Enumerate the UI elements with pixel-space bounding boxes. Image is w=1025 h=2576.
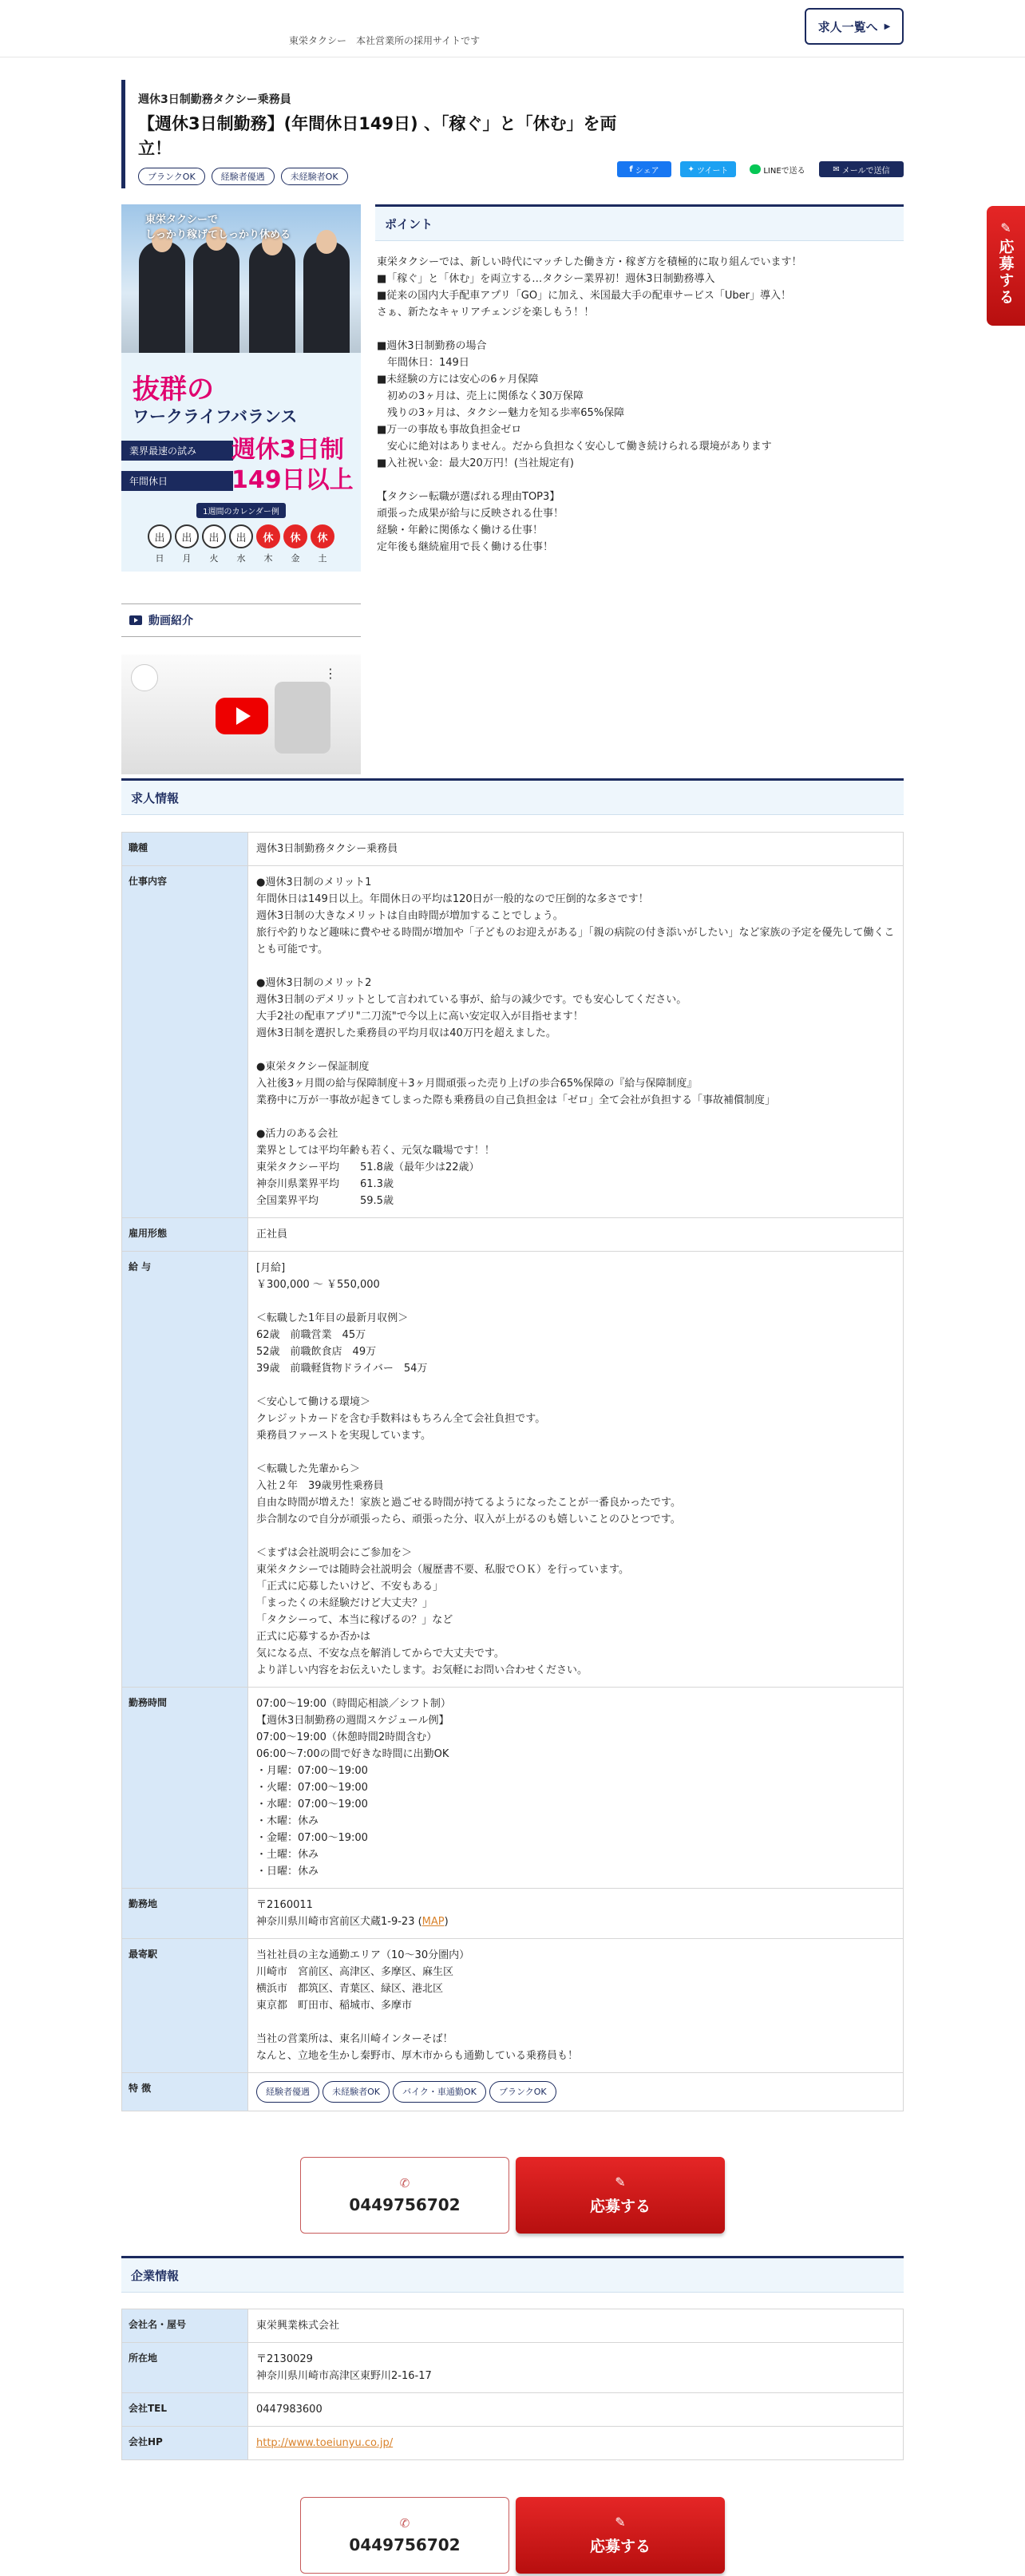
workplace-address-tail: ) bbox=[444, 1916, 449, 1928]
table-row bbox=[122, 2393, 904, 2427]
tag-pill: 未経験者OK bbox=[323, 2081, 390, 2103]
row-value bbox=[248, 1889, 904, 1939]
phone-number: 0449756702 bbox=[349, 2535, 461, 2554]
side-apply-button[interactable] bbox=[987, 206, 1025, 326]
row-label: 職種 bbox=[122, 833, 248, 866]
job-info-section bbox=[121, 778, 904, 815]
mail-icon: ✉ bbox=[833, 164, 840, 174]
apply-label: 応募する bbox=[589, 2538, 651, 2555]
day-label: 土 bbox=[318, 553, 327, 564]
banner-caption: 東栄タクシーで しっかり稼げてしっかり休める bbox=[145, 214, 291, 241]
row-label: 会社名・屋号 bbox=[122, 2309, 248, 2343]
table-row bbox=[122, 833, 904, 866]
day-label: 日 bbox=[155, 553, 164, 564]
banner-label-1: 業界最速の試み bbox=[121, 441, 233, 461]
banner-highlight-1: 週休3日制 bbox=[232, 436, 344, 464]
tag-pill: 経験者優遇 bbox=[212, 168, 275, 185]
row-value: 0447983600 bbox=[248, 2393, 904, 2427]
row-label: 仕事内容 bbox=[122, 866, 248, 1218]
table-row bbox=[122, 2309, 904, 2343]
row-label: 勤務地 bbox=[122, 1889, 248, 1939]
phone-icon: ✆ bbox=[399, 2516, 410, 2530]
line-share-label: LINEで送る bbox=[763, 166, 805, 176]
tag-pill: ブランクOK bbox=[138, 168, 205, 185]
row-value: [月給] ￥300,000 〜 ￥550,000 ＜転職した1年目の最新月収例＞ 62歳 前職営業 45万 52歳 前職飲食店 49万 39歳 前職軽貨物ドライバー 54万 ＜安心して働ける環境＞ クレジットカードを含む手数料はもちろん全て会社負担です。 乗務員ファーストを実現しています。 ＜転職した先輩から＞ 入社２年 39歳男性乗務員 自由な時間が増えた！家族と過ごせる時間が持てるようになったことが一番良かったです。 歩合制なので自分が頑張ったら、頑張った分、収入が上がるのも嬉しいことのひとつです。 ＜まずは会社説明会にご参加を＞ 東栄タクシーでは随時会社説明会（履歴書不要、私服でＯＫ）を行っています。 「正式に応募したいけど、不安もある」 「まったくの未経験だけど大丈夫？」 「タクシーって、本当に稼げるの？」など 正式に応募するか否かは 気になる点、不安な点を解消してからで大丈夫です。 より詳しい内容をお伝えいたします。お気軽にお問い合わせください。 bbox=[248, 1252, 904, 1688]
day-label: 火 bbox=[209, 553, 219, 564]
point-heading: ポイント bbox=[375, 204, 904, 241]
table-row bbox=[122, 2427, 904, 2460]
row-value: ●週休3日制のメリット1 年間休日は149日以上。年間休日の平均は120日が一般的なので圧倒的な多さです！ 週休3日制の大きなメリットは自由時間が増加することでしょう。 旅行や釣りなど趣味に費やせる時間が増加や「子どものお迎えがある」「親の病院の付き添いがしたい」など家族の予定を優先して働くことも可能です。 ●週休3日制のメリット2 週休3日制のデメリットとして言われている事が、給与の減少です。でも安心してください。 大手2社の配車アプリ"二刀流"で今以上に高い安定収入が目指せます！ 週休3日制を選択した乗務員の平均月収は40万円を超えました。 ●東栄タクシー保証制度 入社後3ヶ月間の給与保障制度＋3ヶ月間頑張った売り上げの歩合65%保障の『給与保障制度』 業務中に万が一事故が起きてしまった際も乗務員の自己負担金は「ゼロ」全て会社が負担する「事故補償制度」 ●活力のある会社 業界としては平均年齢も若く、元気な職場です！！ 東栄タクシー平均 51.8歳（最年少は22歳） 神奈川県業界平均 61.3歳 全国業界平均 59.5歳 bbox=[248, 866, 904, 1218]
site-header bbox=[0, 0, 1025, 57]
row-label: 特 徴 bbox=[122, 2073, 248, 2111]
day-mark: 出 bbox=[148, 524, 172, 548]
table-row bbox=[122, 1939, 904, 2073]
feature-tags bbox=[248, 2073, 904, 2111]
job-headline: 【週休3日制勤務】(年間休日149日) 、「稼ぐ」と「休む」を両立！ bbox=[138, 114, 617, 158]
table-row bbox=[122, 1252, 904, 1688]
channel-avatar bbox=[131, 664, 158, 691]
company-hp-link[interactable]: http://www.toeiunyu.co.jp/ bbox=[256, 2437, 394, 2449]
video-thumbnail bbox=[275, 682, 330, 754]
pencil-icon: ✎ bbox=[615, 2174, 626, 2190]
staff-photo bbox=[121, 204, 361, 353]
apply-label: 応募する bbox=[589, 2198, 651, 2215]
phone-button-bottom[interactable] bbox=[300, 2497, 509, 2574]
company-section bbox=[121, 2256, 904, 2293]
apply-button-bottom[interactable] bbox=[516, 2497, 725, 2574]
day-label: 金 bbox=[291, 553, 300, 564]
banner-highlight-2: 149日以上 bbox=[232, 466, 354, 494]
header-tagline: 東栄タクシー 本社営業所の採用サイトです bbox=[289, 35, 481, 46]
row-value: 正社員 bbox=[248, 1218, 904, 1252]
week-calendar bbox=[121, 524, 361, 564]
facebook-icon: f bbox=[629, 164, 633, 174]
calendar-caption: 1週間のカレンダー例 bbox=[196, 503, 286, 518]
twitter-icon: ✦ bbox=[687, 164, 695, 174]
jobs-list-label: 求人一覧へ bbox=[817, 19, 878, 34]
twitter-share-button[interactable] bbox=[680, 161, 736, 177]
row-label: 所在地 bbox=[122, 2343, 248, 2393]
mail-share-label: メールで送信 bbox=[841, 166, 890, 176]
day-mark-off: 休 bbox=[256, 524, 280, 548]
table-row bbox=[122, 1218, 904, 1252]
phone-button[interactable] bbox=[300, 2157, 509, 2234]
company-table bbox=[121, 2309, 904, 2460]
more-options-icon[interactable]: ⋮ bbox=[324, 666, 337, 681]
table-row bbox=[122, 866, 904, 1218]
map-link[interactable]: MAP bbox=[421, 1916, 445, 1928]
point-section bbox=[375, 204, 904, 556]
pencil-icon: ✎ bbox=[1000, 220, 1011, 235]
line-share-button[interactable] bbox=[746, 161, 809, 177]
mail-share-button[interactable] bbox=[819, 161, 904, 177]
job-info-heading: 求人情報 bbox=[121, 778, 904, 815]
promo-banner-image bbox=[121, 204, 361, 572]
video-heading: 動画紹介 bbox=[148, 615, 193, 627]
facebook-share-label: シェア bbox=[635, 166, 659, 176]
point-body: 東栄タクシーでは、新しい時代にマッチした働き方・稼ぎ方を積極的に取り組んでいます！ ■「稼ぐ」と「休む」を両立する…タクシー業界初！週休3日制勤務導入 ■従来の国内大手配車アプリ「GO」に加え、米国最大手の配車サービス「Uber」導入！ さぁ、新たなキャリアチェンジを楽しもう！！ ■週休3日制勤務の場合 年間休日：149日 ■未経験の方には安心の6ヶ月保障 初めの3ヶ月は、売上に関係なく30万保障 残りの3ヶ月は、タクシー魅力を知る歩率65%保障 ■万一の事故も事故負担金ゼロ 安心に絶対はありません。だから負担なく安心して働き続けられる環境があります ■入社祝い金：最大20万円！(当社規定有) 【タクシー転職が選ばれる理由TOP3】 頑張った成果が給与に反映される仕事！ 経験・年齢に関係なく働ける仕事！ 定年後も継続雇用で長く働ける仕事！ bbox=[377, 256, 802, 553]
day-mark-off: 休 bbox=[283, 524, 307, 548]
day-mark: 出 bbox=[175, 524, 199, 548]
day-mark: 出 bbox=[202, 524, 226, 548]
phone-number: 0449756702 bbox=[349, 2195, 461, 2214]
company-heading: 企業情報 bbox=[121, 2256, 904, 2293]
table-row bbox=[122, 2343, 904, 2393]
play-button-icon[interactable] bbox=[216, 698, 268, 734]
video-player[interactable] bbox=[121, 655, 361, 774]
tag-pill: 未経験者OK bbox=[281, 168, 348, 185]
job-info-table bbox=[121, 832, 904, 2111]
jobs-list-button[interactable] bbox=[805, 8, 904, 45]
row-label: 給 与 bbox=[122, 1252, 248, 1688]
chevron-right-icon: ▶ bbox=[884, 22, 891, 31]
tag-pill: バイク・車通勤OK bbox=[393, 2081, 486, 2103]
day-label: 木 bbox=[263, 553, 273, 564]
row-label: 会社HP bbox=[122, 2427, 248, 2460]
row-value: 東栄興業株式会社 bbox=[248, 2309, 904, 2343]
phone-icon: ✆ bbox=[399, 2176, 410, 2190]
table-row bbox=[122, 1688, 904, 1889]
row-label: 最寄駅 bbox=[122, 1939, 248, 2073]
side-apply-label: 応募する bbox=[996, 239, 1015, 306]
row-value: 〒2130029 神奈川県川崎市高津区東野川2-16-17 bbox=[248, 2343, 904, 2393]
row-value bbox=[248, 2427, 904, 2460]
row-label: 勤務時間 bbox=[122, 1688, 248, 1889]
row-value: 07:00〜19:00（時間応相談／シフト制） 【週休3日制勤務の週間スケジュール例】 07:00〜19:00（休憩時間2時間含む） 06:00〜7:00の間で好きな時間に出勤OK ・月曜：07:00〜19:00 ・火曜：07:00〜19:00 ・水曜：07:00〜19:00 ・木曜：休み ・金曜：07:00〜19:00 ・土曜：休み ・日曜：休み bbox=[248, 1688, 904, 1889]
day-label: 水 bbox=[236, 553, 246, 564]
facebook-share-button[interactable] bbox=[617, 161, 671, 177]
workplace-address: 〒2160011 神奈川県川崎市宮前区犬蔵1-9-23 ( bbox=[256, 1899, 422, 1928]
video-icon bbox=[129, 615, 142, 625]
tag-pill: 経験者優遇 bbox=[256, 2081, 319, 2103]
banner-big-text: 抜群の bbox=[133, 374, 214, 406]
banner-label-2: 年間休日 bbox=[121, 471, 233, 491]
video-heading-bar bbox=[121, 603, 361, 637]
twitter-share-label: ツイート bbox=[696, 166, 729, 176]
tag-pill: ブランクOK bbox=[489, 2081, 556, 2103]
day-mark: 出 bbox=[229, 524, 253, 548]
table-row bbox=[122, 1889, 904, 1939]
row-value: 週休3日制勤務タクシー乗務員 bbox=[248, 833, 904, 866]
row-value: 当社社員の主な通勤エリア（10〜30分圏内） 川崎市 宮前区、高津区、多摩区、麻生区 横浜市 都筑区、青葉区、緑区、港北区 東京都 町田市、稲城市、多摩市 当社の営業所は、東名川崎インターそば！ なんと、立地を生かし秦野市、厚木市からも通勤している乗務員も！ bbox=[248, 1939, 904, 2073]
apply-button[interactable] bbox=[516, 2157, 725, 2234]
day-mark-off: 休 bbox=[311, 524, 334, 548]
line-icon bbox=[750, 164, 761, 174]
row-label: 会社TEL bbox=[122, 2393, 248, 2427]
day-label: 月 bbox=[182, 553, 192, 564]
table-row bbox=[122, 2073, 904, 2111]
row-label: 雇用形態 bbox=[122, 1218, 248, 1252]
banner-wlb-text: ワークライフバランス bbox=[133, 407, 298, 426]
pencil-icon: ✎ bbox=[615, 2515, 626, 2530]
job-category: 週休3日制勤務タクシー乗務員 bbox=[138, 93, 291, 106]
